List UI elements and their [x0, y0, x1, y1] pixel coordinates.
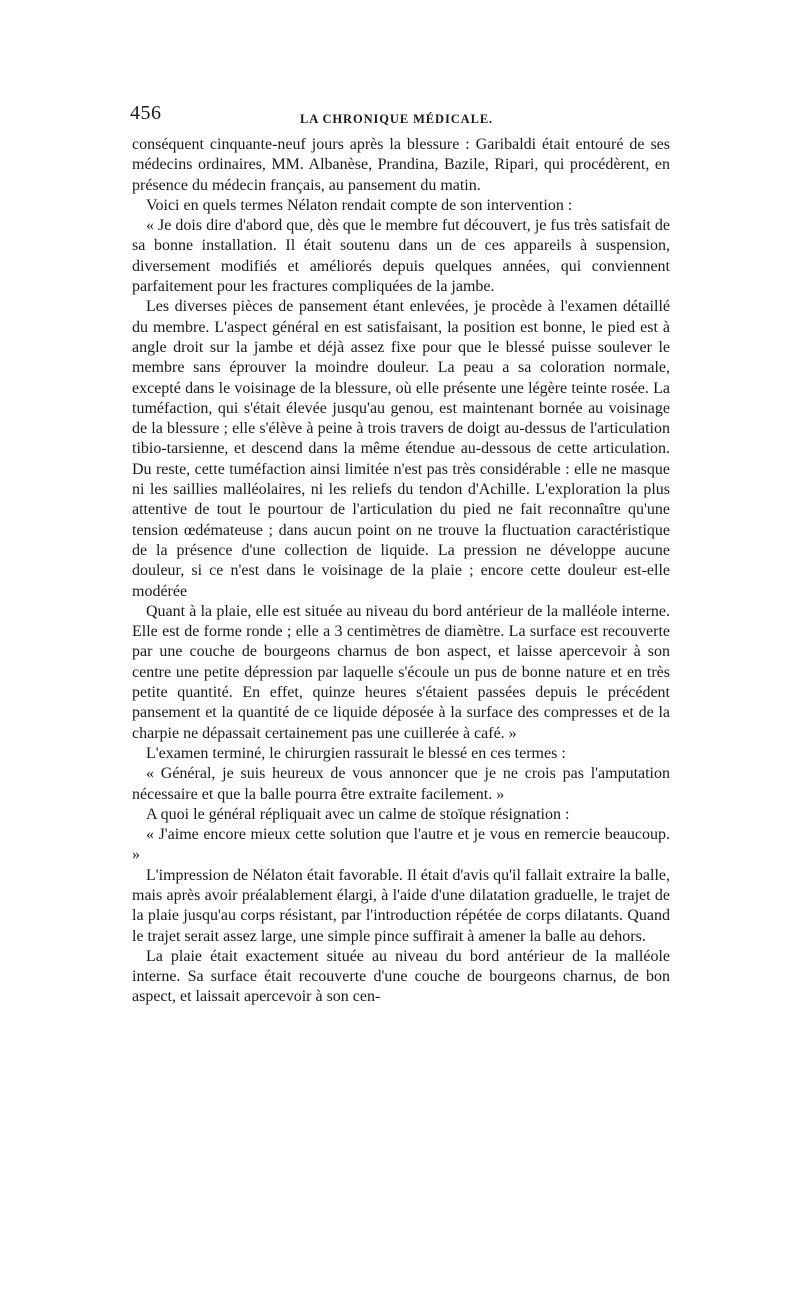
paragraph-quote: Quant à la plaie, elle est située au niveau du bord antérieur de la malléole interne. Elle est de forme ronde ; elle a 3 centimètres de diamètre. La surface est recouverte par une couche de bourgeons charnus de bon aspect, et laisse apercevoir à son centre une petite dépression par laquelle s'écoule un pus de bonne nature et en très petite quantité. En effet, quinze heures s'étaient passées depuis le précédent pansement et la quantité de ce liquide déposée à la surface des compresses et de la charpie ne dépassait certainement pas une cuillerée à café. »	[132, 602, 670, 742]
paragraph-continuation: conséquent cinquante-neuf jours après la blessure : Garibaldi était entouré de ses médecins ordinaires, MM. Albanèse, Prandina, Bazile, Ripari, qui procédèrent, en présence du médecin français, au pansement du matin.	[132, 136, 670, 194]
paragraph: Voici en quels termes Nélaton rendait compte de son intervention :	[146, 196, 573, 214]
paragraph-quote: « Général, je suis heureux de vous annoncer que je ne crois pas l'amputation nécessaire et que la balle pourra être extraite facilement. »	[132, 765, 670, 803]
article-body	[132, 135, 670, 1008]
journal-title: LA CHRONIQUE MÉDICALE.	[300, 112, 494, 126]
paragraph-quote: Les diverses pièces de pansement étant enlevées, je procède à l'examen détaillé du membre. L'aspect général en est satisfaisant, la position est bonne, le pied est à angle droit sur la jambe et déjà assez fixe pour que le blessé puisse soulever le membre sans éprouver la moindre douleur. La peau a sa coloration normale, excepté dans le voisinage de la blessure, où elle présente une légère teinte rosée. La tuméfaction, qui s'était élevée jusqu'au genou, est maintenant bornée au voisinage de la blessure ; elle s'élève à peine à trois travers de doigt au-dessus de l'articulation tibio-tarsienne, et descend dans la même étendue au-dessous de cette articulation. Du reste, cette tuméfaction ainsi limitée n'est pas très considérable : elle ne masque ni les saillies malléolaires, ni les reliefs du tendon d'Achille. L'exploration la plus attentive de tout le pourtour de l'articulation du pied ne fait reconnaître qu'une tension œdémateuse ; dans aucun point on ne trouve la fluctuation caractéristique de la présence d'une collection de liquide. La pression ne développe aucune douleur, si ce n'est dans le voisinage de la plaie ; encore cette douleur est-elle modérée	[132, 298, 670, 600]
paragraph-quote: « Je dois dire d'abord que, dès que le membre fut découvert, je fus très satisfait de sa bonne installation. Il était soutenu dans un de ces appareils à suspension, diversement modifiés et améliorés depuis quelques années, qui conviennent parfaitement pour les fractures compliquées de la jambe.	[132, 217, 670, 296]
page-number: 456	[130, 102, 162, 124]
paragraph: L'examen terminé, le chirurgien rassurait le blessé en ces termes :	[146, 744, 566, 762]
paragraph: A quoi le général répliquait avec un calme de stoïque résignation :	[146, 805, 570, 823]
book-page	[132, 100, 670, 1008]
running-head	[132, 100, 670, 128]
paragraph: L'impression de Nélaton était favorable. Il était d'avis qu'il fallait extraire la balle, mais après avoir préalablement élargi, à l'aide d'une dilatation graduelle, le trajet de la plaie jusqu'au corps résistant, par l'introduction répétée de corps dilatants. Quand le trajet serait assez large, une simple pince suffirait à amener la balle au dehors.	[132, 866, 670, 945]
paragraph: La plaie était exactement située au niveau du bord antérieur de la malléole interne. Sa surface était recouverte d'une couche de bourgeons charnus, de bon aspect, et laissait apercevoir à son cen-	[132, 947, 670, 1006]
paragraph-quote: « J'aime encore mieux cette solution que l'autre et je vous en remercie beaucoup. »	[132, 826, 670, 864]
